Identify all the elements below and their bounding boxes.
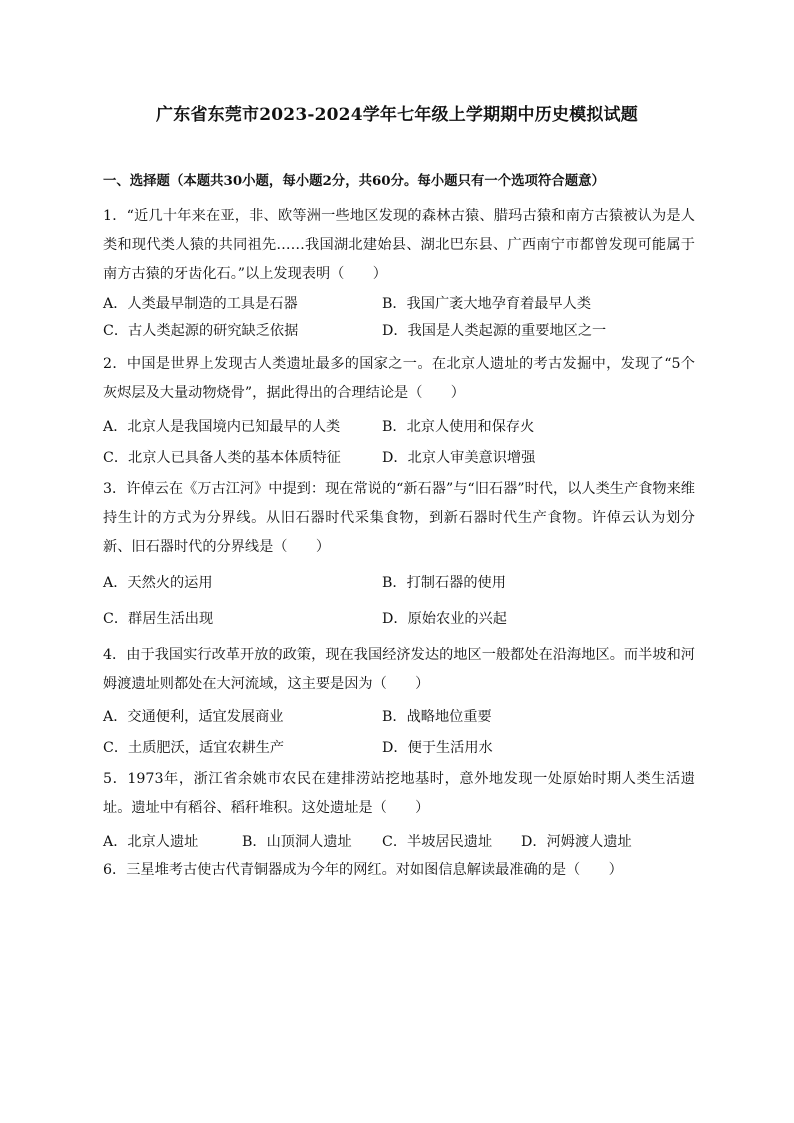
question-4-option-c[interactable]: C．土质肥沃，适宜农耕生产 <box>103 740 285 756</box>
question-5-option-b[interactable]: B．山顶洞人遗址 <box>242 834 352 850</box>
question-5-option-a[interactable]: A．北京人遗址 <box>103 834 199 850</box>
question-1-options <box>103 293 703 340</box>
question-3-option-c[interactable]: C．群居生活出现 <box>103 611 214 627</box>
question-3-stem: 3．许倬云在《万古江河》中提到：现在常说的“新石器”与“旧石器”时代，以人类生产食物来维持生计的方式为分界线。从旧石器时代采集食物，到新石器时代生产食物。许倬云认为划分新、旧石器时代的分界线是（ ） <box>103 481 695 555</box>
question-2-stem: 2．中国是世界上发现古人类遗址最多的国家之一。在北京人遗址的考古发掘中，发现了“5个灰烬层及大量动物烧骨”，据此得出的合理结论是（ ） <box>103 356 695 401</box>
question-4-stem: 4．由于我国实行改革开放的政策，现在我国经济发达的地区一般都处在沿海地区。而半坡和河姆渡遗址则都处在大河流域，这主要是因为（ ） <box>103 647 695 692</box>
question-4-option-a[interactable]: A．交通便利，适宜发展商业 <box>103 709 284 725</box>
question-1-option-d[interactable]: D．我国是人类起源的重要地区之一 <box>382 323 607 339</box>
question-1-stem: 1．“近几十年来在亚，非、欧等洲一些地区发现的森林古猿、腊玛古猿和南方古猿被认为是人类和现代类人猿的共同祖先……我国湖北建始县、湖北巴东县、广西南宁市都曾发现可能属于南方古猿的牙齿化石。”以上发现表明（ ） <box>103 208 695 282</box>
question-3-options <box>103 572 703 628</box>
question-2-option-c[interactable]: C．北京人已具备人类的基本体质特征 <box>103 450 341 466</box>
question-3-option-d[interactable]: D．原始农业的兴起 <box>382 611 507 627</box>
question-6-stem: 6．三星堆考古使古代青铜器成为今年的网红。对如图信息解读最准确的是（ ） <box>103 862 623 878</box>
question-4-option-b[interactable]: B．战略地位重要 <box>382 709 492 725</box>
page-title: 广东省东莞市2023-2024学年七年级上学期期中历史模拟试题 <box>156 105 638 125</box>
question-4-options <box>103 706 703 757</box>
question-2-option-a[interactable]: A．北京人是我国境内已知最早的人类 <box>103 419 341 435</box>
question-2-options <box>103 416 703 467</box>
question-1-option-a[interactable]: A．人类最早制造的工具是石器 <box>103 296 298 312</box>
question-2-option-b[interactable]: B．北京人使用和保存火 <box>382 419 535 435</box>
question-3-option-b[interactable]: B．打制石器的使用 <box>382 575 506 591</box>
question-5-stem: 5．1973年，浙江省余姚市农民在建排涝站挖地基时，意外地发现一处原始时期人类生活遗址。遗址中有稻谷、稻秆堆积。这处遗址是（ ） <box>103 771 695 816</box>
question-5-option-c[interactable]: C．半坡居民遗址 <box>382 834 493 850</box>
question-1-option-b[interactable]: B．我国广袤大地孕育着最早人类 <box>382 296 592 312</box>
question-1-option-c[interactable]: C．古人类起源的研究缺乏依据 <box>103 323 299 339</box>
question-5-options <box>103 831 703 851</box>
question-5-option-d[interactable]: D．河姆渡人遗址 <box>521 834 632 850</box>
question-3-option-a[interactable]: A．天然火的运用 <box>103 575 213 591</box>
section-heading: 一、选择题（本题共30小题，每小题2分，共60分。每小题只有一个选项符合题意） <box>103 173 605 189</box>
question-4-option-d[interactable]: D．便于生活用水 <box>382 740 493 756</box>
question-2-option-d[interactable]: D．北京人审美意识增强 <box>382 450 536 466</box>
